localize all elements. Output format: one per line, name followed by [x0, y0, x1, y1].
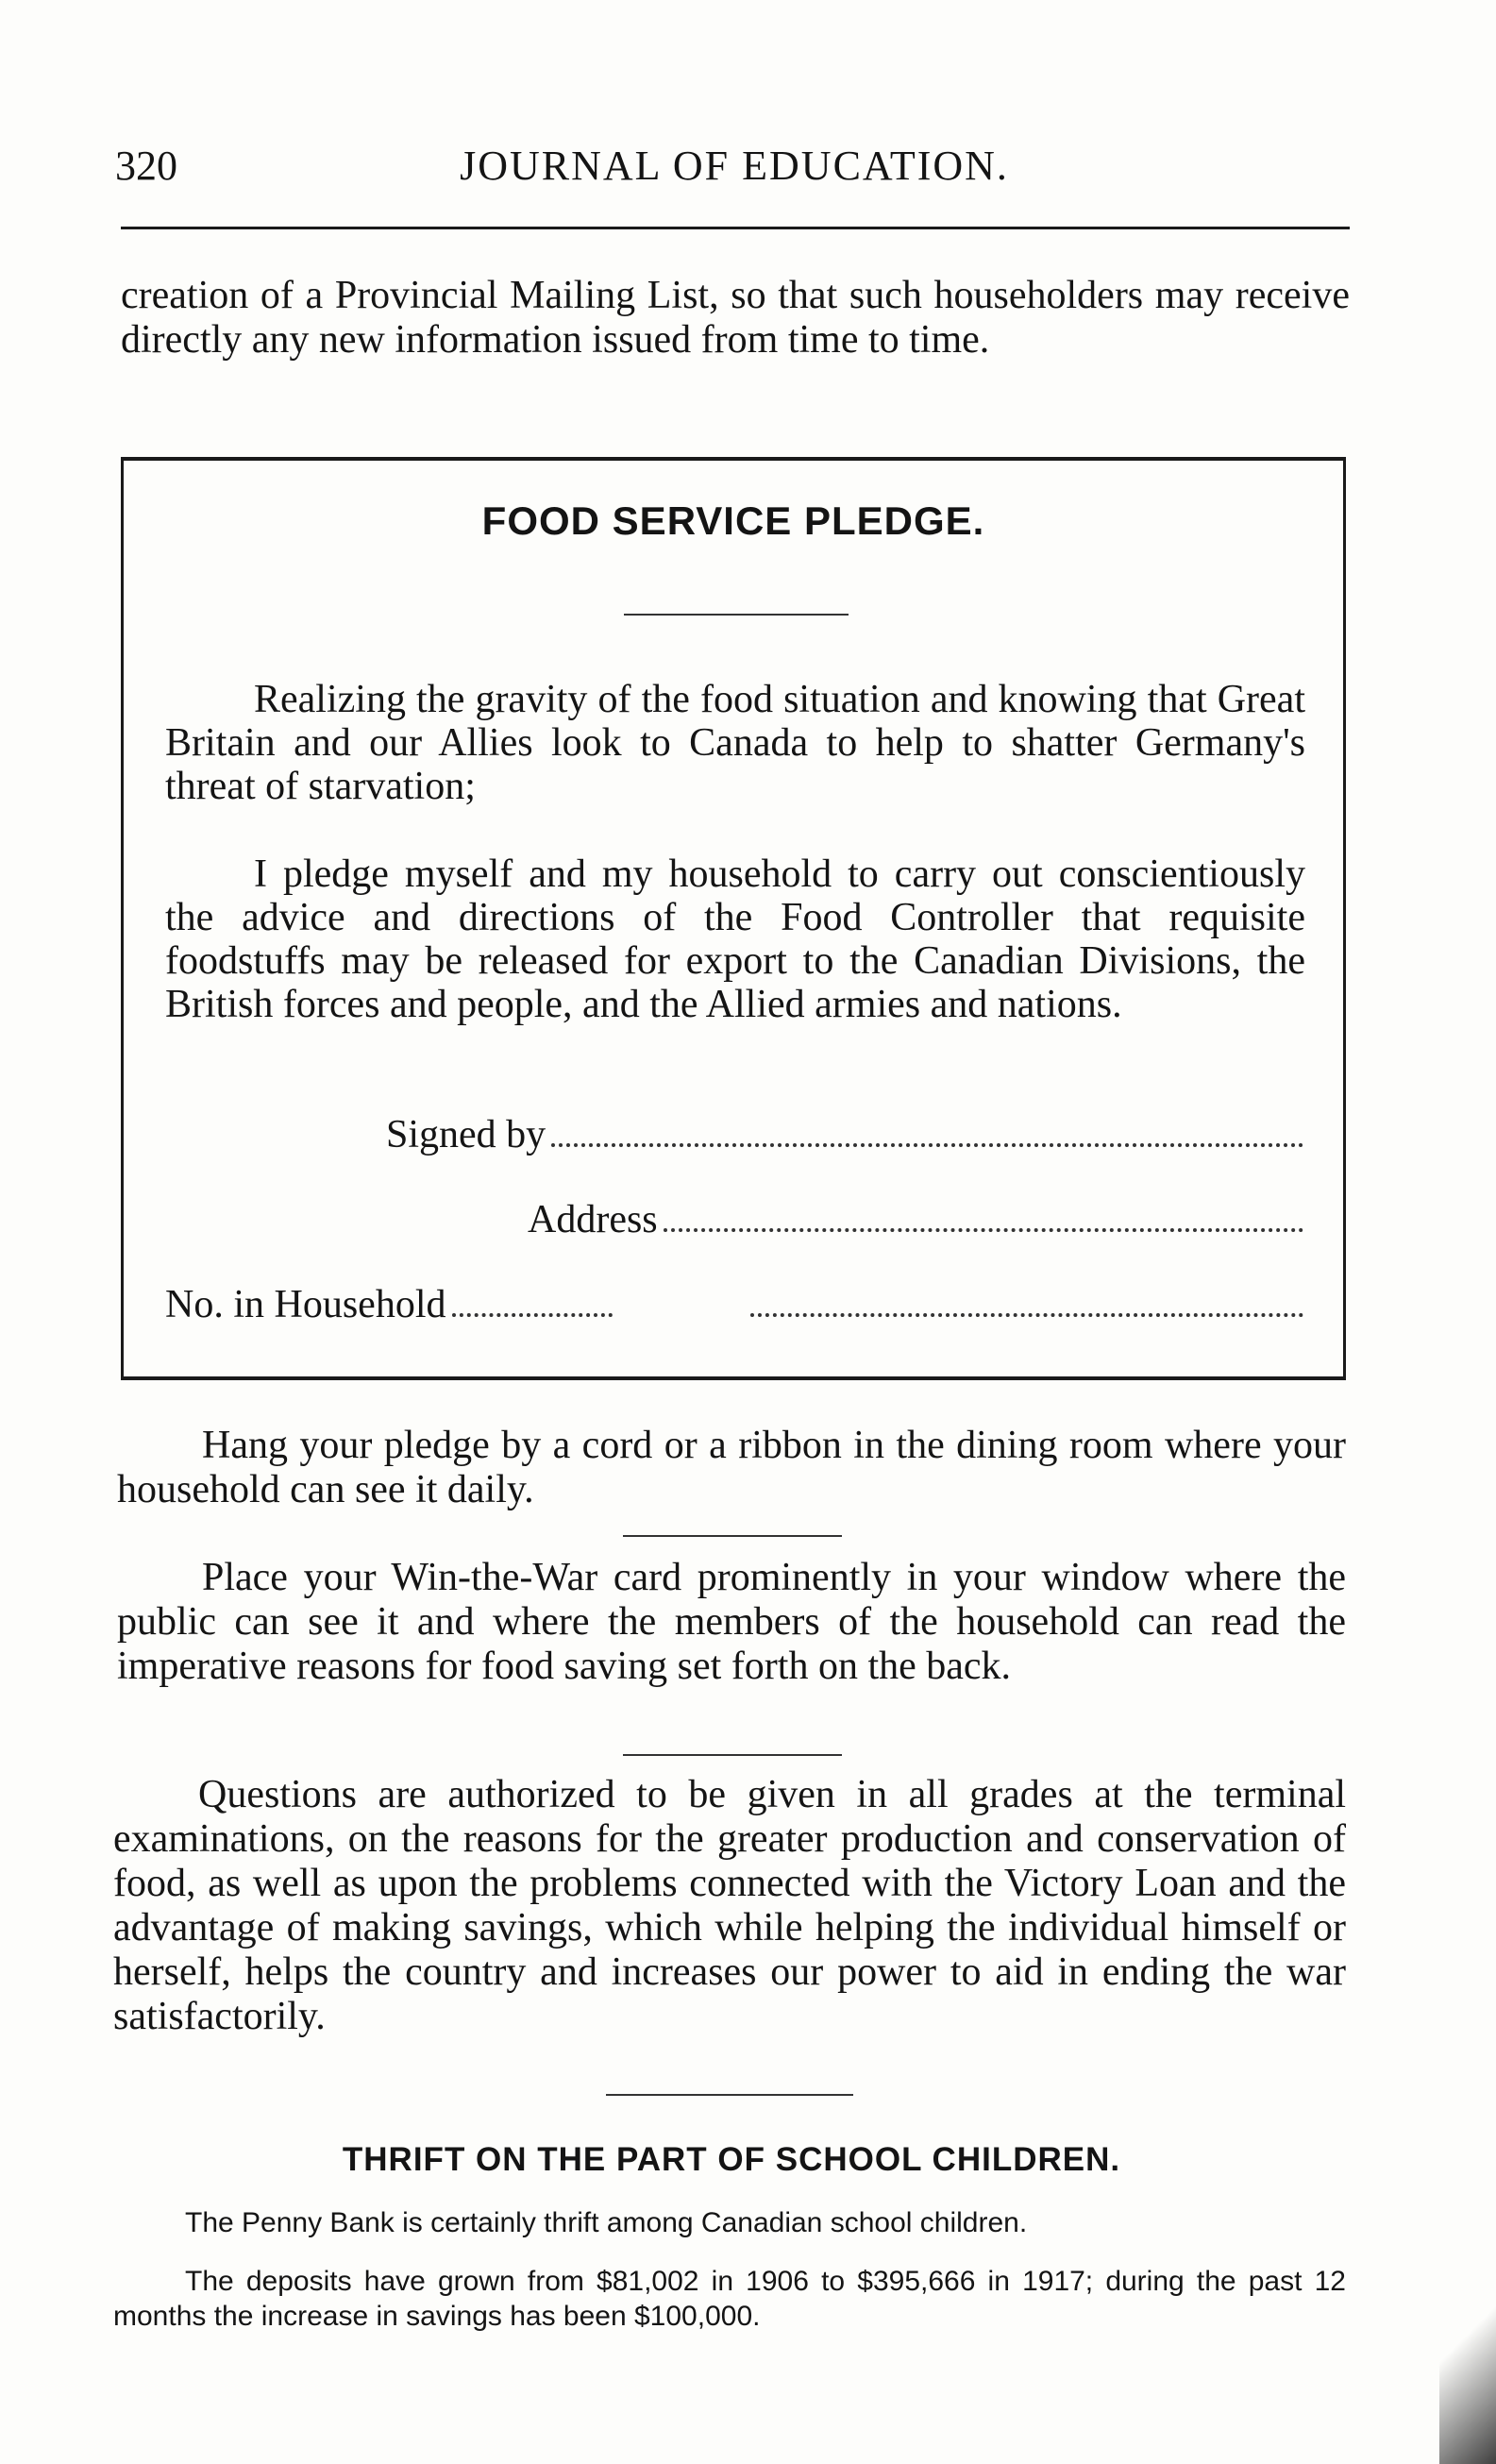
address-dots	[664, 1200, 1303, 1232]
questions-paragraph: Questions are authorized to be given in all grades at the terminal examinations, on the reasons for the greater production and conservation of food, as well as upon the problems connected with the Victory Loan and the advantage of making savings, which while helping the individual himself or herself, helps the country and increases our power to aid in ending the war satisfactorily.	[113, 1773, 1346, 2038]
page-header	[115, 142, 1353, 198]
address-line	[528, 1197, 1303, 1242]
separator-rule-3	[606, 2094, 853, 2096]
journal-title: JOURNAL OF EDUCATION.	[460, 143, 1009, 189]
penny-bank-paragraph: The Penny Bank is certainly thrift among Canadian school children.	[185, 2207, 1028, 2238]
household-line	[165, 1282, 1303, 1327]
separator-rule-2	[623, 1754, 842, 1756]
pledge-title: FOOD SERVICE PLEDGE.	[481, 498, 985, 543]
win-the-war-paragraph: Place your Win-the-War card prominently in your window where the public can see it and where the members of the household can read the imperative reasons for food saving set forth on the back.	[117, 1556, 1346, 1688]
signed-by-label: Signed by	[386, 1113, 546, 1156]
household-label: No. in Household	[165, 1283, 446, 1326]
signed-by-line	[386, 1112, 1303, 1157]
page-number: 320	[115, 143, 177, 189]
address-label: Address	[528, 1198, 658, 1241]
deposits-paragraph: The deposits have grown from $81,002 in 1906 to $395,666 in 1917; during the past 12 months the increase in savings has been $100,000.	[113, 2266, 1346, 2332]
pledge-paragraph-realizing: Realizing the gravity of the food situation and knowing that Great Britain and our Allies look to Canada to help to shatter Germany's threat of starvation;	[165, 678, 1305, 808]
scan-edge-shadow	[1439, 2294, 1496, 2464]
separator-rule-1	[623, 1535, 842, 1537]
header-rule	[121, 227, 1350, 229]
household-dots-long	[750, 1285, 1304, 1317]
signed-by-dots	[551, 1115, 1303, 1147]
pledge-box	[121, 457, 1346, 1380]
pledge-paragraph-i-pledge: I pledge myself and my household to carry out conscientiously the advice and directions of the Food Controller that requisite foodstuffs may be released for export to the Canadian Divisions, the British forces and people, and the Allied armies and nations.	[165, 852, 1305, 1026]
intro-paragraph: creation of a Provincial Mailing List, so that such householders may receive directly any new information issued from time to time.	[121, 274, 1350, 362]
hang-pledge-paragraph: Hang your pledge by a cord or a ribbon in the dining room where your household can see it daily.	[117, 1424, 1346, 1511]
pledge-title-rule	[624, 614, 849, 616]
thrift-section-title: THRIFT ON THE PART OF SCHOOL CHILDREN.	[342, 2141, 1121, 2178]
household-dots-short	[452, 1285, 613, 1317]
